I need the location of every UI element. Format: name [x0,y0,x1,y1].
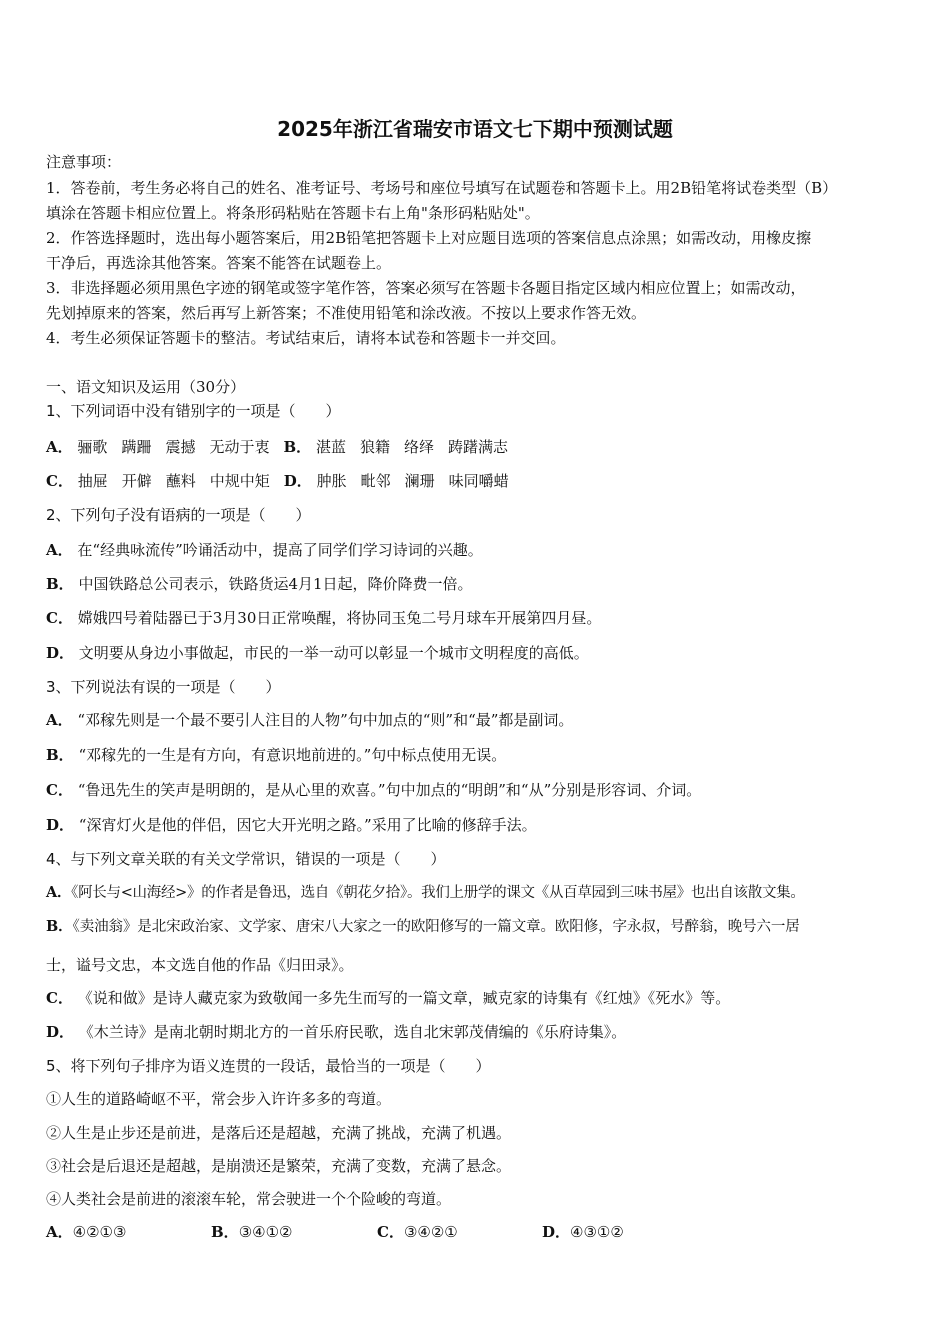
q5-option-c [377,1222,542,1242]
q2-option-b [46,574,473,594]
notice-line: 2．作答选择题时，选出每小题答案后，用2B铅笔把答题卡上对应题目选项的答案信息点涂黑；如需改动，用橡皮擦 [46,229,812,247]
q1-option-b-label: B． [283,438,312,456]
question-1-stem: 1、下列词语中没有错别字的一项是（ ） [46,402,341,420]
notice-line: 4．考生必须保证答题卡的整洁。考试结束后，请将本试卷和答题卡一并交回。 [46,329,566,347]
q1-options-row-1 [46,437,522,457]
q1-option-a-word: 震撼 [165,438,196,456]
q1-option-a-label: A． [46,438,73,456]
q1-option-d-word: 澜珊 [404,472,435,490]
q1-option-c-word: 蘸料 [165,472,196,490]
option-label: C． [46,781,73,799]
option-label: D． [46,816,75,834]
q4-option-b [46,917,800,937]
notice-heading: 注意事项： [46,153,122,171]
q3-option-c [46,780,701,800]
notice-line: 1．答卷前，考生务必将自己的姓名、准考证号、考场号和座位号填写在试题卷和答题卡上。用2B铅笔将试卷类型（B） [46,179,838,197]
q1-option-a-word: 无动于衷 [209,438,270,456]
option-text: “深宵灯火是他的伴侣，因它大开光明之路。”采用了比喻的修辞手法。 [78,816,537,834]
question-5-stem: 5、将下列句子排序为语义连贯的一段话，最恰当的一项是（ ） [46,1057,491,1075]
q1-option-c-word: 中规中矩 [209,472,270,490]
notice-line: 3．非选择题必须用黑色字迹的钢笔或签字笔作答，答案必须写在答题卡各题目指定区域内相应位置上；如需改动， [46,279,806,297]
option-label: B． [46,575,74,593]
q2-option-a [46,540,483,560]
q2-option-c [46,608,601,628]
q1-option-b-word: 络绎 [403,438,434,456]
page-title: 2025年浙江省瑞安市语文七下期中预测试题 [277,117,673,141]
q5-options-row [46,1222,624,1242]
q1-option-c-word: 抽屉 [77,472,108,490]
option-label: A． [46,1223,73,1241]
q1-option-a-word: 蹒跚 [121,438,152,456]
option-label: D． [46,1023,75,1041]
option-text: “鲁迅先生的笑声是明朗的，是从心里的欢喜。”句中加点的“明朗”和“从”分别是形容词、介词。 [77,781,702,799]
option-text: ④③①② [570,1223,624,1241]
option-text: 《阿长与<山海经>》的作者是鲁迅，选自《朝花夕拾》。我们上册学的课文《从百草园到三味书屋》也出自该散文集。 [71,885,805,901]
q1-option-d-word: 味同嚼蜡 [448,472,509,490]
option-text: 在“经典咏流传”吟诵活动中，提高了同学们学习诗词的兴趣。 [77,541,483,559]
option-text: 《说和做》是诗人藏克家为致敬闻一多先生而写的一篇文章，臧克家的诗集有《红烛》《死水》等。 [77,989,731,1007]
question-4-stem: 4、与下列文章关联的有关文学常识，错误的一项是（ ） [46,850,446,868]
q5-option-a [46,1222,211,1242]
q1-option-d-label: D． [283,472,312,490]
q1-option-d-word: 毗邻 [360,472,391,490]
q5-sentence: ③社会是后退还是超越，是崩溃还是繁荣，充满了变数，充满了悬念。 [46,1157,512,1175]
option-text: 嫦娥四号着陆器已于3月30日正常唤醒，将协同玉兔二号月球车开展第四月昼。 [77,609,602,627]
q5-sentence: ①人生的道路崎岖不平，常会步入许许多多的弯道。 [46,1090,392,1108]
option-text: 文明要从身边小事做起，市民的一举一动可以彰显一个城市文明程度的高低。 [78,644,589,662]
option-text: “邓稼先的一生是有方向，有意识地前进的。”句中标点使用无误。 [78,746,507,764]
option-label: C． [377,1223,404,1241]
option-text: 中国铁路总公司表示，铁路货运4月1日起，降价降费一倍。 [78,575,473,593]
option-label: A． [46,541,73,559]
q4-option-b-continued: 士，谥号文忠，本文选自他的作品《归田录》。 [46,956,354,974]
q3-option-b [46,745,506,765]
q3-option-d [46,815,537,835]
option-label: C． [46,989,73,1007]
q4-option-a [46,883,805,903]
question-3-stem: 3、下列说法有误的一项是（ ） [46,678,281,696]
option-text: ③④①② [238,1223,293,1241]
option-text: ④②①③ [72,1223,127,1241]
q5-sentence: ④人类社会是前进的滚滚车轮，常会驶进一个个险峻的弯道。 [46,1190,452,1208]
option-label: D． [542,1223,571,1241]
option-text: ③④②① [403,1223,458,1241]
option-text: 《卖油翁》是北宋政治家、文学家、唐宋八大家之一的欧阳修写的一篇文章。欧阳修，字永叔，号醉翁，晚号六一居 [72,919,800,935]
q1-option-b-word: 狼籍 [359,438,390,456]
option-label: A． [46,884,72,901]
q5-option-d [542,1222,624,1242]
q1-option-d-word: 肿胀 [316,472,347,490]
option-label: D． [46,644,75,662]
q1-option-b-word: 踌躇满志 [448,438,509,456]
notice-line: 先划掉原来的答案，然后再写上新答案；不准使用铅笔和涂改液。不按以上要求作答无效。 [46,304,647,322]
option-text: “邓稼先则是一个最不要引人注目的人物”句中加点的“则”和“最”都是副词。 [77,711,574,729]
q1-option-c-word: 开僻 [121,472,152,490]
q4-option-d [46,1022,626,1042]
q5-option-b [211,1222,377,1242]
option-label: B． [46,746,74,764]
q4-option-c [46,988,730,1008]
q5-sentence: ②人生是止步还是前进，是落后还是超越，充满了挑战，充满了机遇。 [46,1124,512,1142]
q1-option-a-word: 骊歌 [77,438,108,456]
question-2-stem: 2、下列句子没有语病的一项是（ ） [46,506,311,524]
option-label: B． [46,918,73,935]
option-label: C． [46,609,73,627]
option-text: 《木兰诗》是南北朝时期北方的一首乐府民歌，选自北宋郭茂倩编的《乐府诗集》。 [78,1023,627,1041]
q2-option-d [46,643,589,663]
q1-option-b-word: 湛蓝 [315,438,346,456]
option-label: B． [211,1223,239,1241]
q1-option-c-label: C． [46,472,73,490]
notice-line: 干净后，再选涂其他答案。答案不能答在试题卷上。 [46,254,392,272]
q3-option-a [46,710,573,730]
q1-options-row-2 [46,471,523,491]
notice-line: 填涂在答题卡相应位置上。将条形码粘贴在答题卡右上角"条形码粘贴处"。 [46,204,540,222]
section-heading: 一、语文知识及运用（30分） [46,378,246,396]
option-label: A． [46,711,73,729]
